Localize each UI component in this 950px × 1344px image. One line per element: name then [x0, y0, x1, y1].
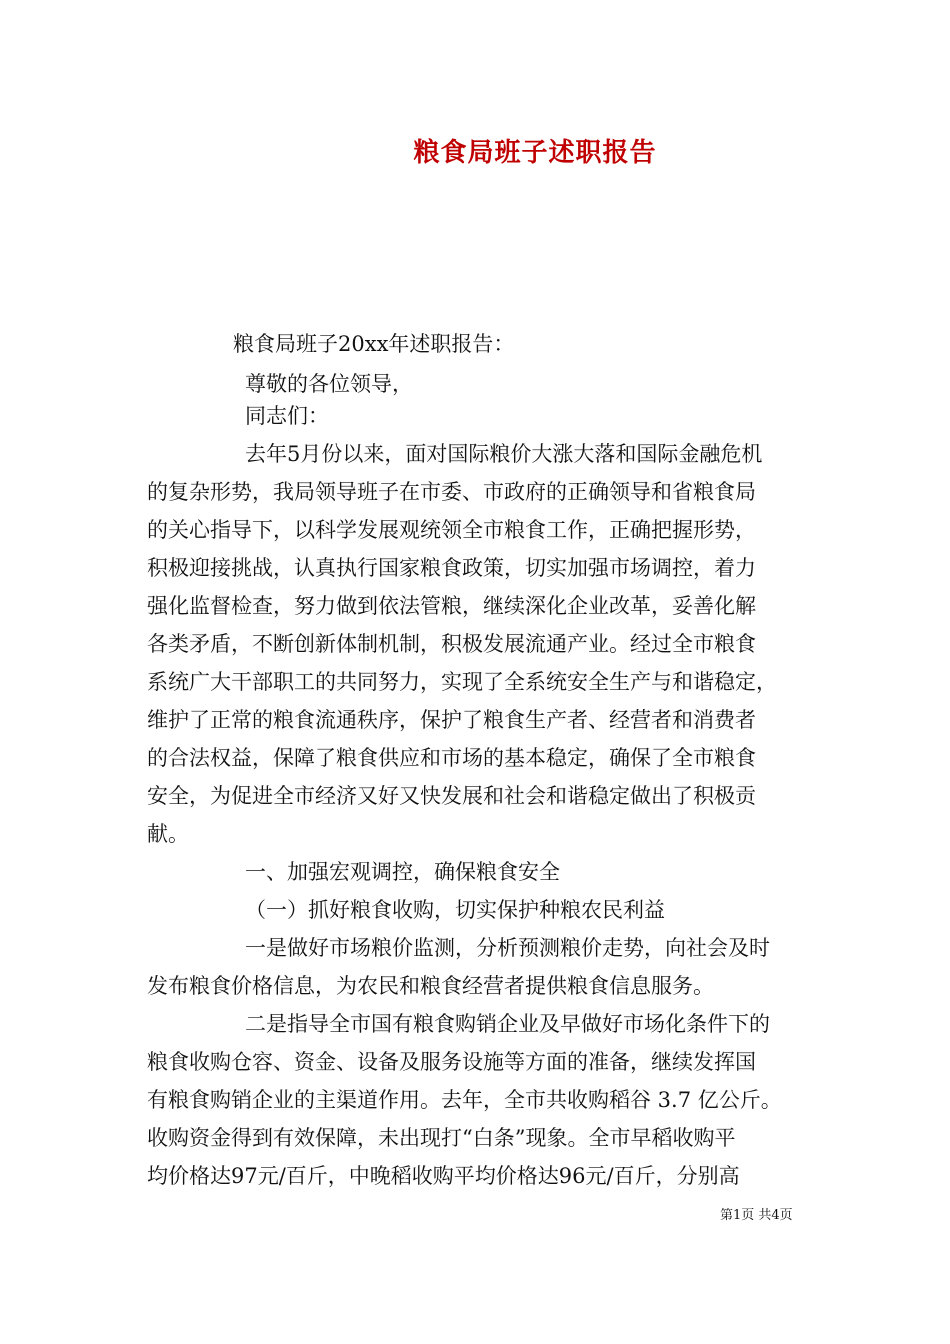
paragraph-line: 二是指导全市国有粮食购销企业及早做好市场化条件下的 [245, 1012, 770, 1036]
paragraph-line: 维护了正常的粮食流通秩序，保护了粮食生产者、经营者和消费者 [147, 708, 756, 732]
paragraph-line: 强化监督检查，努力做到依法管粮，继续深化企业改革，妥善化解 [147, 594, 756, 618]
paragraph-line: 粮食收购仓容、资金、设备及服务设施等方面的准备，继续发挥国 [147, 1050, 756, 1074]
salutation-line: 同志们： [245, 404, 329, 428]
paragraph-line: 的合法权益，保障了粮食供应和市场的基本稳定，确保了全市粮食 [147, 746, 756, 770]
document-title: 粮食局班子述职报告 [413, 138, 657, 168]
paragraph-line: 收购资金得到有效保障，未出现打“白条”现象。全市早稻收购平 [147, 1126, 736, 1150]
paragraph-line: 有粮食购销企业的主渠道作用。去年，全市共收购稻谷 3.7 亿公斤。 [147, 1088, 782, 1112]
paragraph-line: 一是做好市场粮价监测，分析预测粮价走势，向社会及时 [245, 936, 770, 960]
paragraph-line: 的复杂形势，我局领导班子在市委、市政府的正确领导和省粮食局 [147, 480, 756, 504]
paragraph-line: 系统广大干部职工的共同努力，实现了全系统安全生产与和谐稳定， [147, 670, 777, 694]
paragraph-line: 发布粮食价格信息，为农民和粮食经营者提供粮食信息服务。 [147, 974, 714, 998]
paragraph-line: 积极迎接挑战，认真执行国家粮食政策，切实加强市场调控，着力 [147, 556, 756, 580]
paragraph-line: 均价格达97元/百斤，中晚稻收购平均价格达96元/百斤，分别高 [147, 1164, 740, 1188]
paragraph-line: 去年5月份以来，面对国际粮价大涨大落和国际金融危机 [245, 442, 763, 466]
paragraph-line: 的关心指导下，以科学发展观统领全市粮食工作，正确把握形势， [147, 518, 756, 542]
section-heading: 一、加强宏观调控，确保粮食安全 [245, 860, 560, 884]
paragraph-line: 献。 [147, 822, 189, 846]
page-number-footer: 第1页 共4页 [720, 1208, 793, 1223]
paragraph-line: 安全，为促进全市经济又好又快发展和社会和谐稳定做出了积极贡 [147, 784, 756, 808]
salutation-line: 尊敬的各位领导， [245, 372, 413, 396]
report-heading-line: 粮食局班子20xx年述职报告： [233, 332, 515, 356]
paragraph-line: 各类矛盾，不断创新体制机制，积极发展流通产业。经过全市粮食 [147, 632, 756, 656]
subsection-heading: （一）抓好粮食收购，切实保护种粮农民利益 [245, 898, 665, 922]
